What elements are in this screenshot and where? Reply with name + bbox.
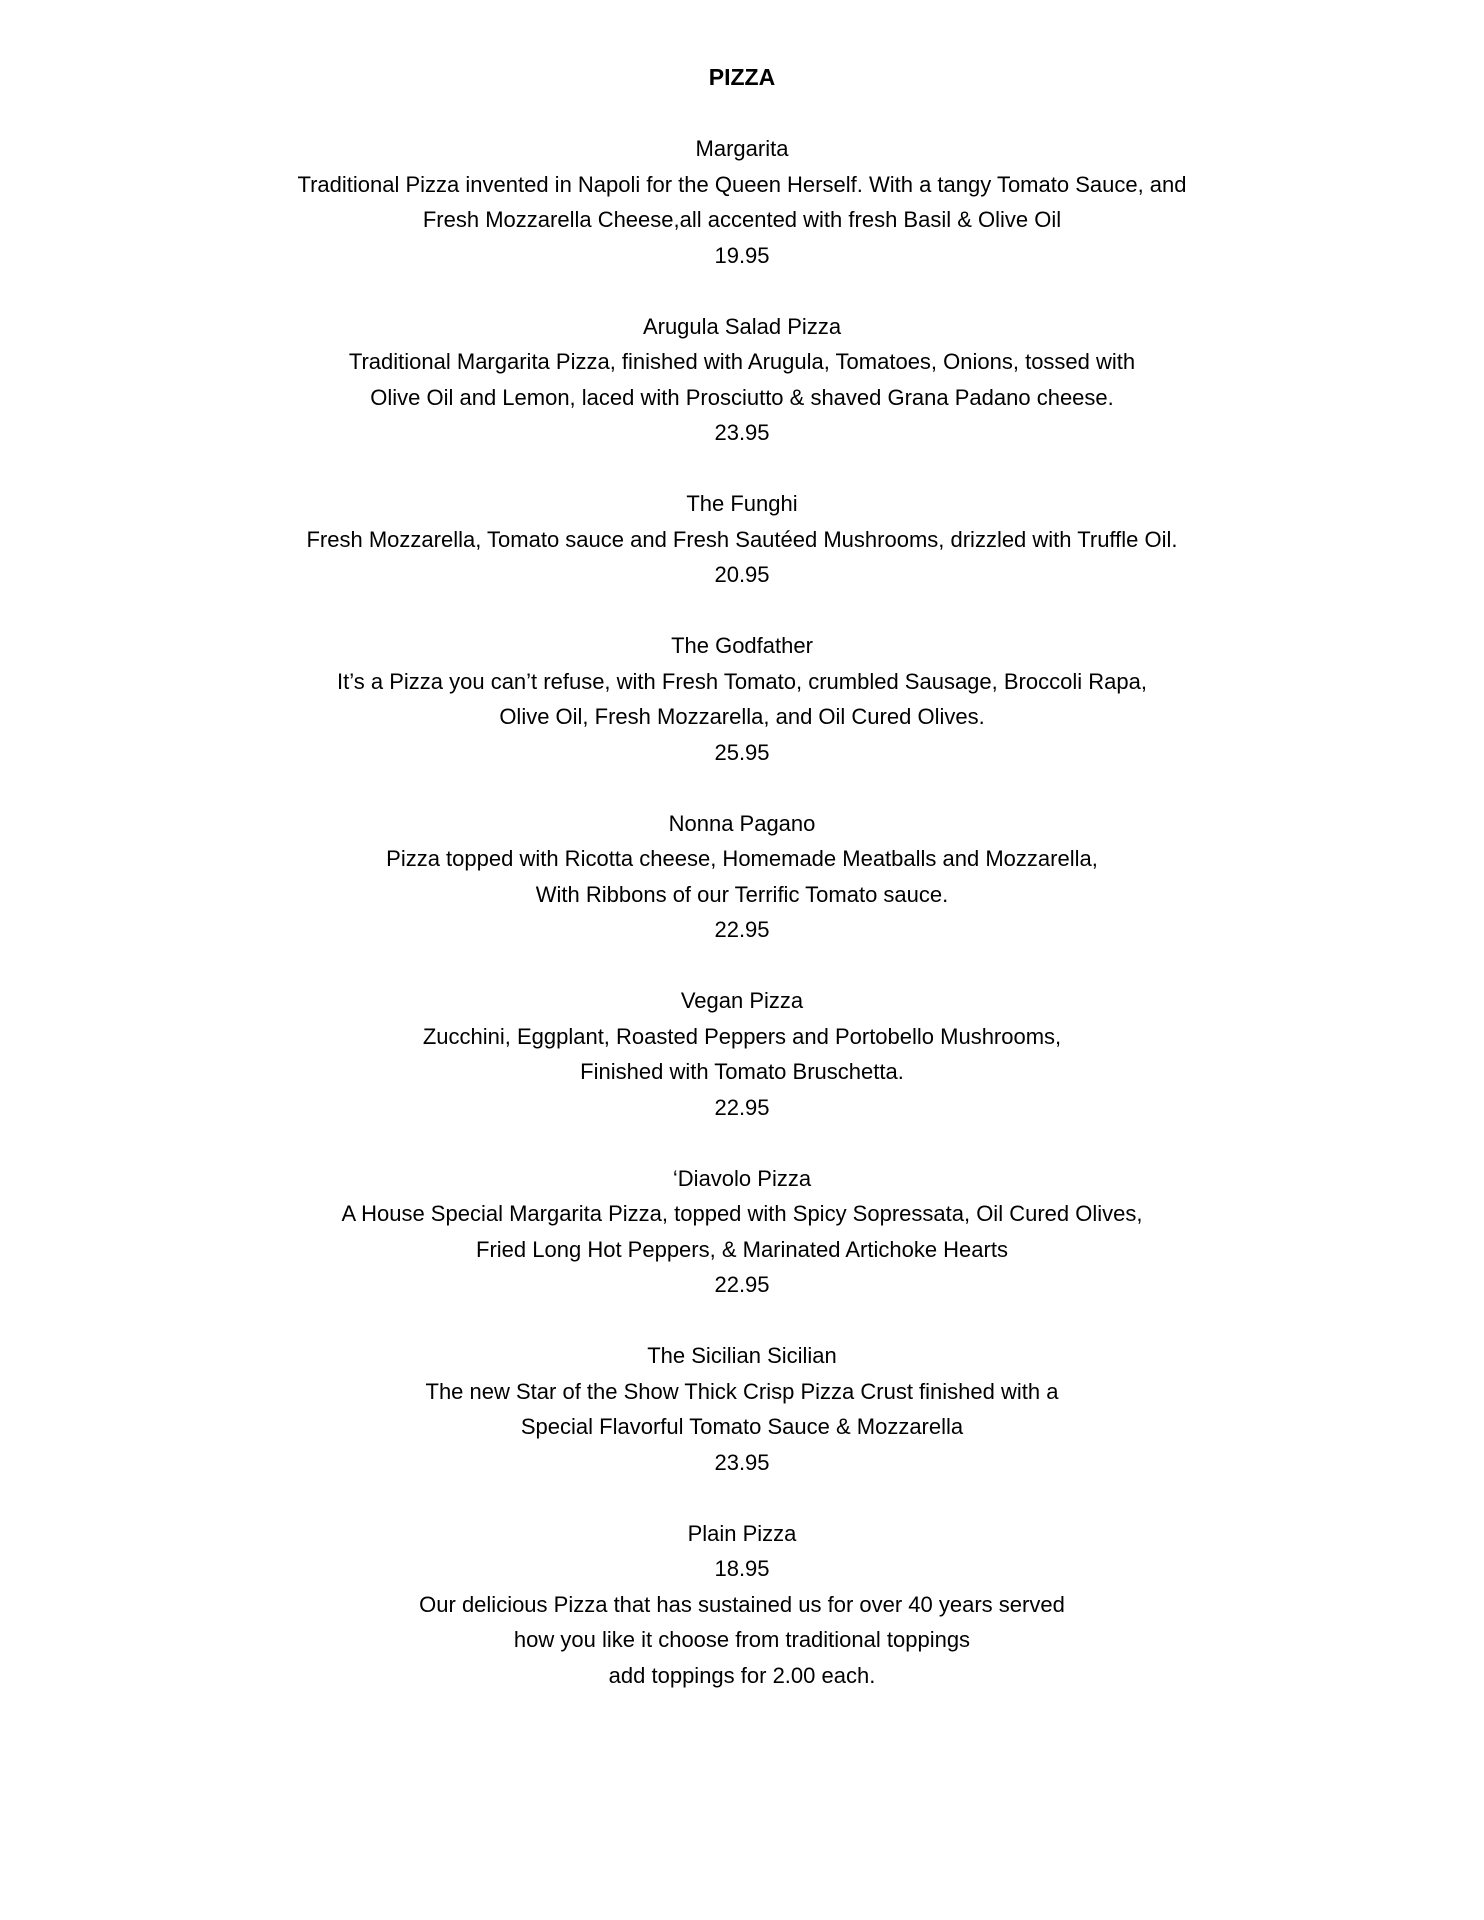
menu-item [0,1161,1484,1303]
menu-item [0,131,1484,273]
menu-item-price: 22.95 [714,1094,770,1120]
menu-item-description-line: Fresh Mozzarella Cheese,all accented with fresh Basil & Olive Oil [422,207,1062,232]
menu-item-description-line: Our delicious Pizza that has sustained us for over 40 years served [419,1591,1065,1617]
menu-item-description-line: Zucchini, Eggplant, Roasted Peppers and Portobello Mushrooms, [422,1023,1062,1049]
menu-items [0,131,1484,1693]
menu-item-price: 25.95 [714,739,770,765]
menu-item-description-line: Olive Oil and Lemon, laced with Prosciutto & shaved Grana Padano cheese. [370,384,1114,410]
menu-item [0,806,1484,948]
menu-item-price: 22.95 [714,1272,770,1297]
menu-item-description-line: A House Special Margarita Pizza, topped with Spicy Sopressata, Oil Cured Olives, [341,1201,1143,1226]
menu-item-description-line: Traditional Margarita Pizza, finished with Arugula, Tomatoes, Onions, tossed with [348,349,1136,374]
menu-item [0,309,1484,451]
menu-item-description-line: Traditional Pizza invented in Napoli for the Queen Herself. With a tangy Tomato Sauce, and [297,171,1187,197]
menu-item-description-line: Fried Long Hot Peppers, & Marinated Artichoke Hearts [476,1236,1008,1262]
menu-item [0,983,1484,1125]
menu-item-price: 20.95 [714,562,770,587]
menu-item-name: ‘Diavolo Pizza [672,1165,812,1191]
menu-item-description-line: Fresh Mozzarella, Tomato sauce and Fresh Sautéed Mushrooms, drizzled with Truffle Oil. [306,526,1178,552]
menu-item-name: The Sicilian Sicilian [647,1343,837,1368]
menu-item-description-line: Olive Oil, Fresh Mozzarella, and Oil Cured Olives. [499,704,985,729]
menu-item-price: 23.95 [714,420,770,445]
menu-item-price: 19.95 [714,242,770,268]
menu-item-description-line: With Ribbons of our Terrific Tomato sauce. [535,881,949,907]
menu-item [0,1516,1484,1694]
menu-item-description-line: It’s a Pizza you can’t refuse, with Fresh Tomato, crumbled Sausage, Broccoli Rapa, [337,668,1147,694]
menu-section-title: PIZZA [708,64,776,90]
menu-item-description-line: Special Flavorful Tomato Sauce & Mozzarella [520,1414,964,1439]
menu-item-name: Margarita [695,136,789,161]
menu-item-name: Arugula Salad Pizza [642,313,842,339]
menu-item-name: The Funghi [686,491,798,516]
menu-item-name: Plain Pizza [687,1520,797,1546]
menu-item [0,1338,1484,1480]
menu-item-description-line: Finished with Tomato Bruschetta. [580,1059,904,1084]
menu-item-description-line: Pizza topped with Ricotta cheese, Homemade Meatballs and Mozzarella, [386,846,1098,871]
menu-item [0,628,1484,770]
menu-item-description-line: add toppings for 2.00 each. [608,1662,876,1688]
menu-item-name: Nonna Pagano [668,810,816,836]
menu-item-name: Vegan Pizza [680,988,804,1013]
menu-item-description-line: The new Star of the Show Thick Crisp Pizza Crust finished with a [425,1378,1059,1404]
menu-item-price: 23.95 [714,1449,770,1475]
menu-item [0,486,1484,593]
menu-item-price: 18.95 [714,1556,770,1581]
menu-item-price: 22.95 [714,917,770,942]
menu-item-name: The Godfather [671,633,813,658]
menu-item-description-line: how you like it choose from traditional toppings [513,1627,971,1652]
